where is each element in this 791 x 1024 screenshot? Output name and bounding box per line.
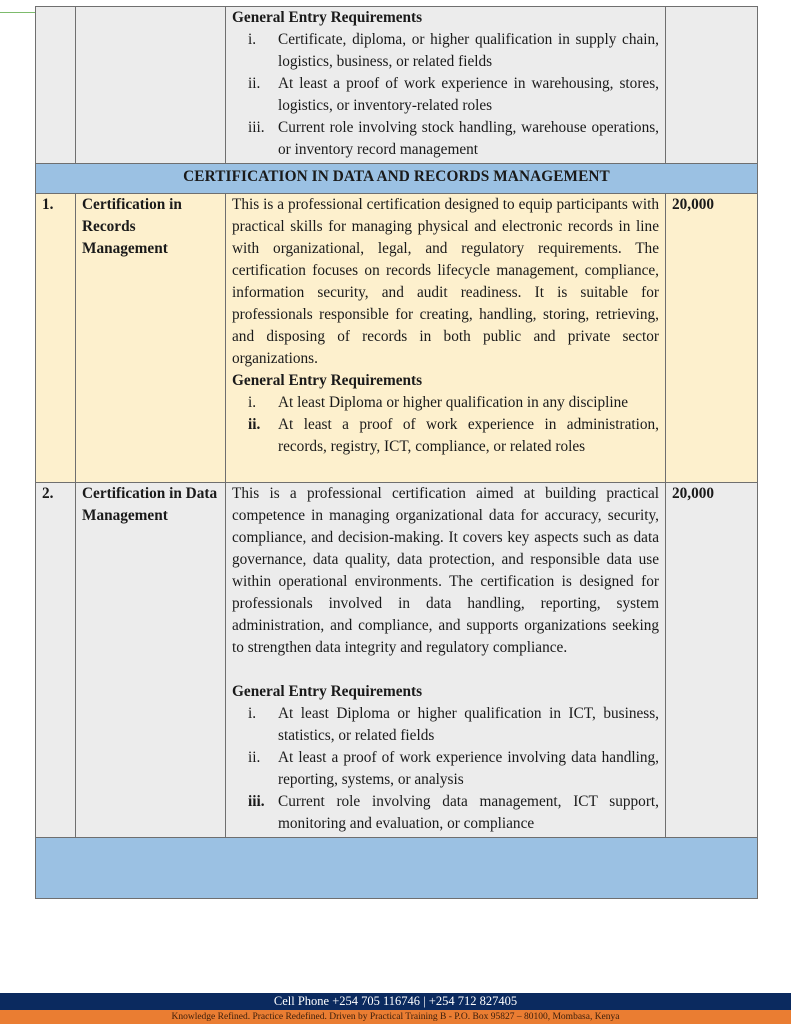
section-header-row (36, 164, 758, 194)
list-marker: iii. (248, 119, 265, 136)
course-number: 2. (36, 483, 76, 838)
requirements-list (232, 29, 659, 161)
description-cell (226, 194, 666, 483)
table-row (36, 483, 758, 838)
course-number: 1. (36, 194, 76, 483)
list-marker: i. (248, 31, 257, 48)
description-cell (226, 7, 666, 164)
spacer (232, 659, 659, 681)
list-item (232, 392, 659, 414)
course-table (35, 6, 758, 899)
list-item (232, 791, 659, 835)
footer-contact-bar: Cell Phone +254 705 116746 | +254 712 827405 (0, 993, 791, 1010)
list-item (232, 414, 659, 458)
list-marker: iii. (248, 793, 265, 810)
requirements-list (232, 703, 659, 835)
requirements-heading: General Entry Requirements (232, 372, 423, 389)
empty-section-row (36, 838, 758, 899)
title-cell (76, 7, 226, 164)
list-item-text: At least a proof of work experience in administration, records, registry, ICT, compliance, or related roles (278, 416, 659, 455)
course-title: Certification in Records Management (76, 194, 226, 483)
list-item-text: At least a proof of work experience involving data handling, reporting, systems, or analysis (278, 749, 659, 788)
empty-cell (36, 838, 758, 899)
course-description: This is a professional certification designed to equip participants with practical skills for managing physical and electronic records in line with organizational, legal, and regulatory requirements. The certification focuses on records lifecycle management, compliance, information security, and audit readiness. It is suitable for professionals responsible for creating, handling, storing, retrieving, and disposing of records in both public and private sector organizations. (232, 196, 659, 367)
section-title: CERTIFICATION IN DATA AND RECORDS MANAGEMENT (36, 164, 758, 194)
list-item-text: At least a proof of work experience in warehousing, stores, logistics, or inventory-related roles (278, 75, 659, 114)
course-description: This is a professional certification aimed at building practical competence in managing organizational data for accuracy, security, compliance, and decision-making. It covers key aspects such as data governance, data quality, data protection, and responsible data use within operational environments. The certification is designed for professionals involved in data handling, reporting, system administration, and compliance, and supports organizations seeking to strengthen data integrity and regulatory compliance. (232, 485, 659, 656)
course-fee: 20,000 (666, 483, 758, 838)
list-item-text: Current role involving data management, ICT support, monitoring and evaluation, or compliance (278, 793, 659, 832)
list-item-text: At least Diploma or higher qualification in ICT, business, statistics, or related fields (278, 705, 659, 744)
list-item-text: Certificate, diploma, or higher qualification in supply chain, logistics, business, or related fields (278, 31, 659, 70)
table-row (36, 194, 758, 483)
footer-tagline-bar: Knowledge Refined. Practice Redefined. Driven by Practical Training B - P.O. Box 95827 – 80100, Mombasa, Kenya (0, 1010, 791, 1024)
requirements-list (232, 392, 659, 458)
list-marker: ii. (248, 416, 261, 433)
list-item (232, 73, 659, 117)
list-item (232, 703, 659, 747)
list-item-text: Current role involving stock handling, warehouse operations, or inventory record management (278, 119, 659, 158)
number-cell (36, 7, 76, 164)
list-item (232, 29, 659, 73)
list-item (232, 747, 659, 791)
list-marker: ii. (248, 749, 261, 766)
requirements-heading: General Entry Requirements (232, 9, 423, 26)
description-cell (226, 483, 666, 838)
list-item (232, 117, 659, 161)
course-fee: 20,000 (666, 194, 758, 483)
table-row-continuation (36, 7, 758, 164)
course-title: Certification in Data Management (76, 483, 226, 838)
list-marker: i. (248, 394, 257, 411)
fee-cell (666, 7, 758, 164)
requirements-heading: General Entry Requirements (232, 683, 423, 700)
margin-marker-line (0, 12, 36, 13)
list-marker: i. (248, 705, 257, 722)
list-item-text: At least Diploma or higher qualification in any discipline (278, 394, 629, 411)
list-marker: ii. (248, 75, 261, 92)
